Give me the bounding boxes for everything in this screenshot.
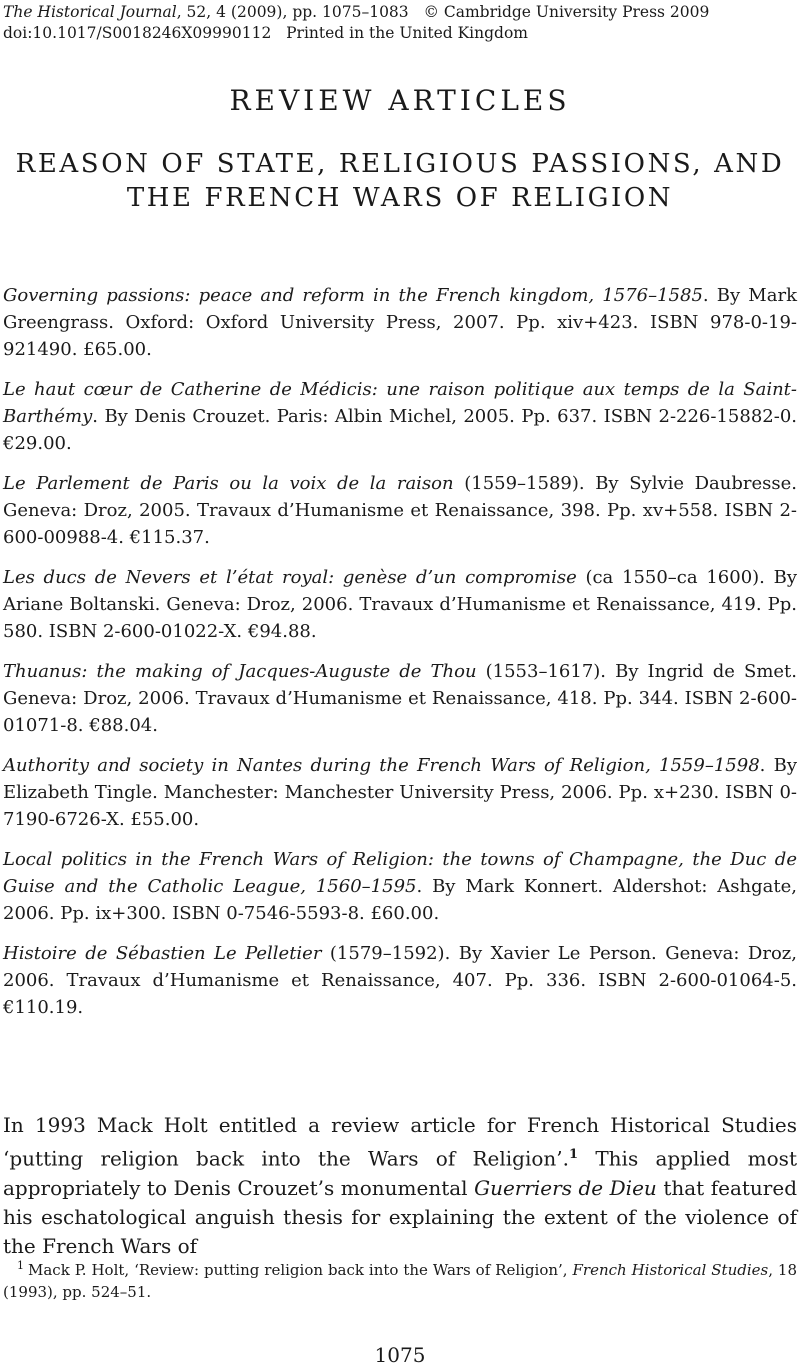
book-title: Authority and society in Nantes during the French Wars of Religion, 1559–1598 [3,755,760,776]
book-entry [3,564,797,645]
body-paragraph [3,1111,797,1261]
book-details: . By Elizabeth Tingle. Manchester: Manchester University Press, 2006. Pp. x+230. ISBN 0-7190-6726-X. £55.00. [3,755,797,830]
book-entry [3,658,797,739]
running-header [3,2,709,44]
footnote-text-part-2: , 18 (1993), pp. 524–51. [3,1261,797,1301]
book-title: Le Parlement de Paris ou la voix de la raison [3,473,454,494]
book-entry [3,752,797,833]
article-title [0,147,800,215]
book-details: (ca 1550–ca 1600). By Ariane Boltanski. Geneva: Droz, 2006. Travaux d’Humanisme et Renaissance, 419. Pp. 580. ISBN 2-600-01022-X. €94.88. [3,567,797,642]
article-title-line-2: THE FRENCH WARS OF RELIGION [126,183,674,213]
book-title: Le haut cœur de Catherine de Médicis: une raison politique aux temps de la Saint-Barthémy [3,379,797,427]
book-details: . By Mark Greengrass. Oxford: Oxford University Press, 2007. Pp. xiv+423. ISBN 978-0-19-921490. £65.00. [3,285,797,360]
body-text-part-2: This applied most appropriately to Denis Crouzet’s monumental [3,1146,797,1200]
book-details: (1579–1592). By Xavier Le Person. Geneva: Droz, 2006. Travaux d’Humanisme et Renaissance, 407. Pp. 336. ISBN 2-600-01064-5. €110.19. [3,943,797,1018]
volume-citation: , 52, 4 (2009), pp. 1075–1083 [176,3,409,21]
footnote-text-part-1: Mack P. Holt, ‘Review: putting religion back into the Wars of Religion’, [28,1261,573,1279]
book-title: Thuanus: the making of Jacques-Auguste de Thou [3,661,477,682]
citation-line [3,2,709,23]
book-title: Histoire de Sébastien Le Pelletier [3,943,322,964]
article-title-line-1: REASON OF STATE, RELIGIOUS PASSIONS, AND [15,149,785,179]
book-title-reference: Guerriers de Dieu [474,1175,657,1200]
printed-notice: Printed in the United Kingdom [286,24,528,42]
page-number: 1075 [374,1343,426,1367]
journal-name: The Historical Journal [3,3,177,21]
book-details: (1559–1589). By Sylvie Daubresse. Geneva: Droz, 2005. Travaux d’Humanisme et Renaissance, 398. Pp. xv+558. ISBN 2-600-00988-4. €115.37. [3,473,798,548]
footnote-journal-title: French Historical Studies [572,1261,769,1279]
book-title: Governing passions: peace and reform in the French kingdom, 1576–1585 [3,285,703,306]
book-title: Local politics in the French Wars of Religion: the towns of Champagne, the Duc de Guise and the Catholic League, 1560–1595 [3,849,797,897]
book-title: Les ducs de Nevers et l’état royal: genèse d’un compromise [3,567,577,588]
footnote-number: 1 [17,1259,24,1272]
copyright-notice: © Cambridge University Press 2009 [423,3,710,21]
book-details: . By Denis Crouzet. Paris: Albin Michel, 2005. Pp. 637. ISBN 2-226-15882-0. €29.00. [3,406,797,454]
book-entry [3,846,797,927]
reviewed-books-list [3,282,797,1034]
book-entry [3,940,797,1021]
body-text-part-1: In 1993 Mack Holt entitled a review article for French Historical Studies ‘putting religion back into the Wars of Religion’. [3,1113,797,1171]
book-details: (1553–1617). By Ingrid de Smet. Geneva: Droz, 2006. Travaux d’Humanisme et Renaissance, 418. Pp. 344. ISBN 2-600-01071-8. €88.04. [3,661,797,736]
book-entry [3,376,797,457]
doi-line [3,23,709,44]
book-entry [3,470,797,551]
body-text-part-3: that featured his eschatological anguish thesis for explaining the extent of the violence of the French Wars of [3,1175,797,1258]
book-details: . By Mark Konnert. Aldershot: Ashgate, 2006. Pp. ix+300. ISBN 0-7546-5593-8. £60.00. [3,876,797,924]
section-title: REVIEW ARTICLES [229,84,571,117]
footnote [3,1255,797,1303]
footnote-reference[interactable]: 1 [569,1147,579,1162]
book-entry [3,282,797,363]
doi: doi:10.1017/S0018246X09990112 [3,24,272,42]
